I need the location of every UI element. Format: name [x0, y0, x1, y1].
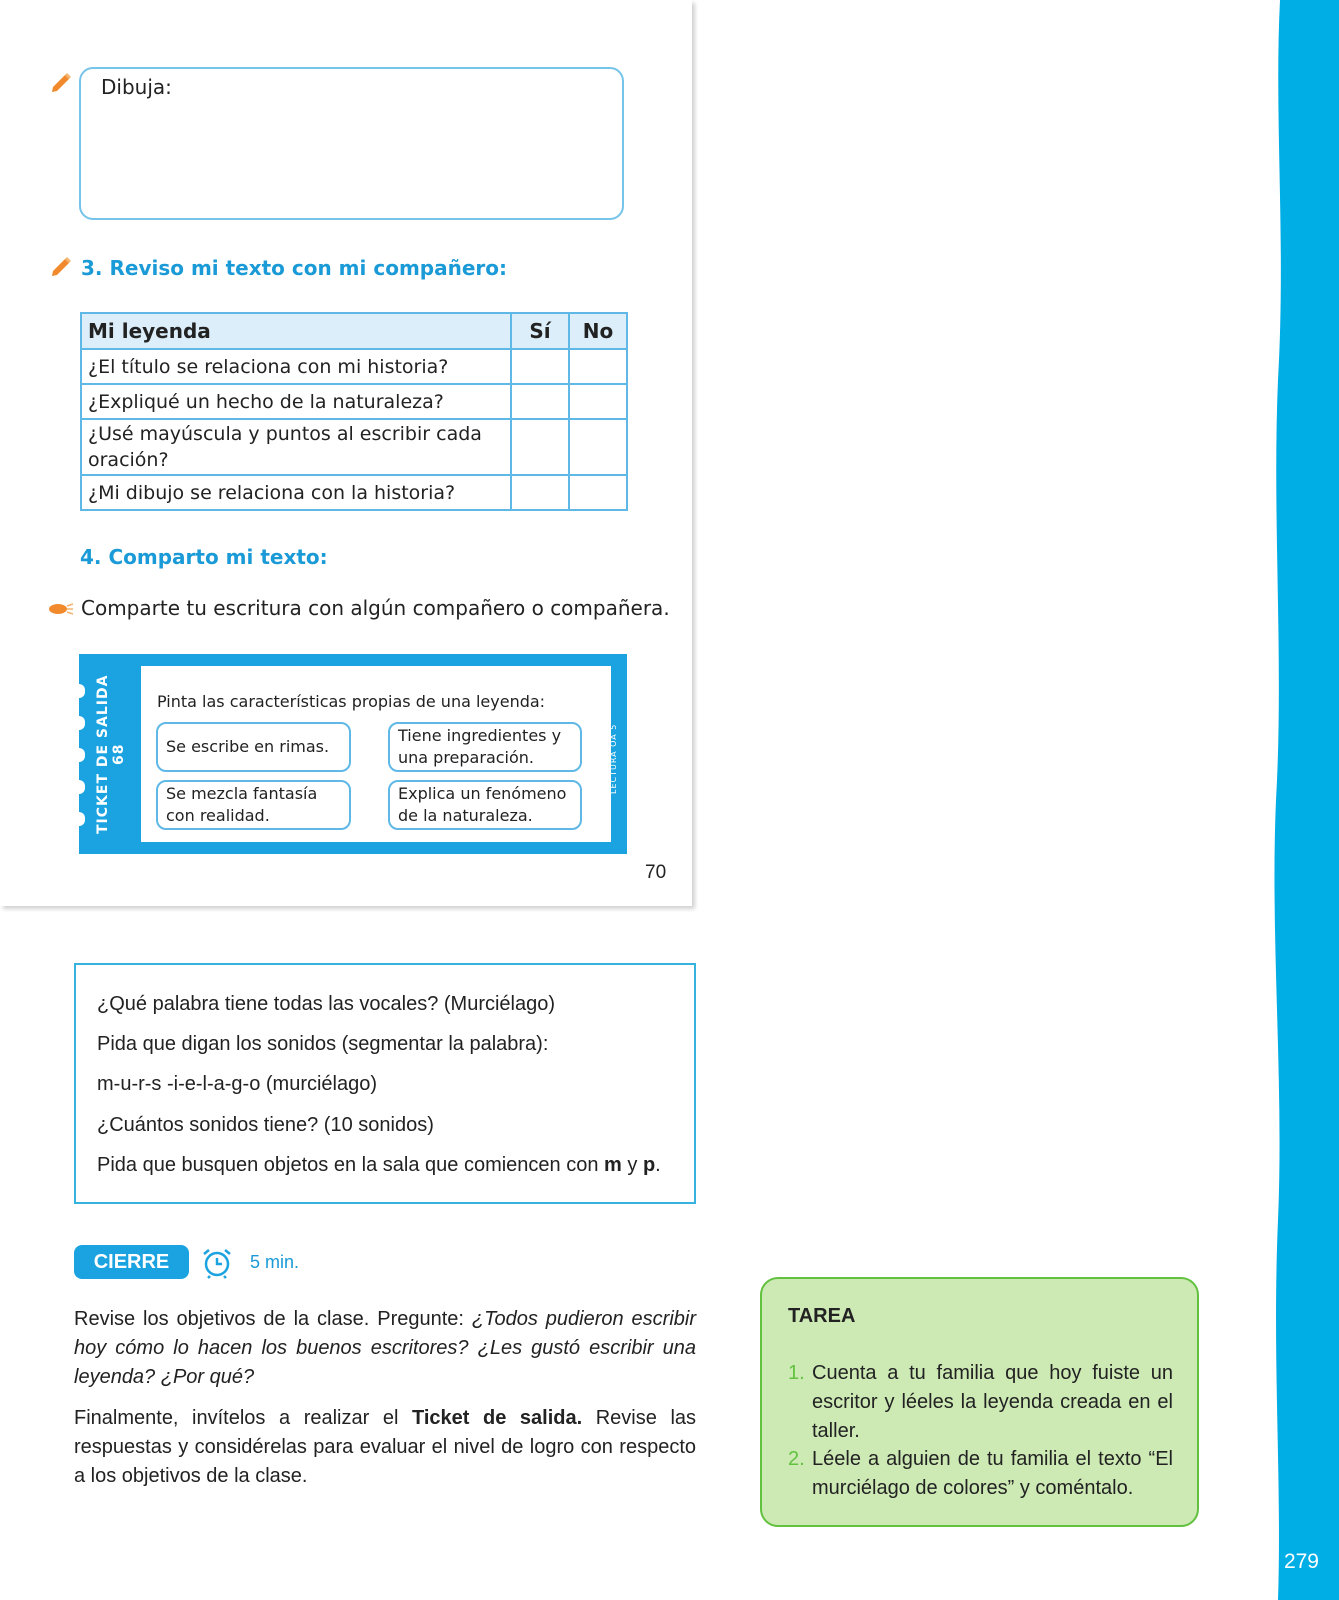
student-page-number: 70 — [645, 862, 667, 883]
ticket-option: Se escribe en rimas. — [156, 722, 351, 772]
paragraph-text: Revise los objetivos de la clase. Pregunte: — [74, 1308, 472, 1330]
drawing-area — [79, 67, 624, 220]
ticket-option: Tiene ingredientes y una preparación. — [388, 722, 582, 772]
guide-page-number: 279 — [1283, 1550, 1319, 1573]
column-header: Sí — [511, 313, 569, 349]
paragraph-text: Revise las respuestas y considérelas para evaluar el nivel de logro con respecto a los objetivos de la clase. — [74, 1407, 697, 1487]
letter-p: p — [642, 1154, 656, 1176]
homework-item — [788, 1359, 1173, 1446]
ticket-notch — [73, 716, 85, 730]
paragraph-text: Finalmente, invítelos a realizar el — [74, 1407, 412, 1429]
activity-line-text: y — [621, 1154, 643, 1176]
item-text: Léele a alguien de tu familia el texto “El murciélago de colores” y coméntalo. — [812, 1448, 1173, 1499]
ticket-bold: Ticket de salida. — [411, 1407, 583, 1429]
time-estimate: 5 min. — [250, 1252, 300, 1272]
activity-line — [97, 1154, 661, 1177]
share-instruction: Comparte tu escritura con algún compañero o compañera. — [81, 596, 670, 620]
cierre-paragraph-2 — [74, 1404, 696, 1491]
cierre-badge: CIERRE — [74, 1245, 189, 1279]
no-cell — [569, 419, 627, 475]
activity-line: m-u-r-s -i-e-l-a-g-o (murciélago) — [97, 1073, 378, 1095]
activity-line-text: Pida que busquen objetos en la sala que comiencen con — [97, 1154, 605, 1176]
item-number: 2. — [788, 1448, 805, 1470]
letter-m: m — [604, 1154, 622, 1176]
draw-label: Dibuja: — [101, 75, 172, 99]
activity-line-text: . — [655, 1154, 661, 1176]
ticket-instruction: Pinta las características propias de una leyenda: — [157, 692, 546, 711]
yes-cell — [511, 384, 569, 419]
row-question: ¿Expliqué un hecho de la naturaleza? — [81, 384, 511, 419]
ticket-notch — [73, 812, 85, 826]
ticket-side-label: TICKET DE SALIDA 68 — [95, 674, 127, 834]
yes-cell — [511, 475, 569, 510]
ticket-right-label: LECTURA OA 5 — [609, 723, 618, 795]
ticket-notch — [73, 748, 85, 762]
review-checklist-table — [80, 312, 628, 511]
activity-line: ¿Qué palabra tiene todas las vocales? (Murciélago) — [97, 993, 556, 1015]
row-question: ¿El título se relaciona con mi historia? — [81, 349, 511, 384]
table-row — [81, 475, 627, 510]
no-cell — [569, 475, 627, 510]
questions-italic: ¿Todos pudieron escribir hoy cómo lo hacen los buenos escritores? ¿Les gustó escribir una leyenda? ¿Por qué? — [74, 1308, 696, 1388]
item-number: 1. — [788, 1362, 805, 1384]
yes-cell — [511, 349, 569, 384]
activity-line: ¿Cuántos sonidos tiene? (10 sonidos) — [97, 1114, 434, 1136]
ticket-option: Explica un fenómeno de la naturaleza. — [388, 780, 582, 830]
row-question: ¿Mi dibujo se relaciona con la historia? — [81, 475, 511, 510]
table-row — [81, 384, 627, 419]
yes-cell — [511, 419, 569, 475]
ticket-option: Se mezcla fantasía con realidad. — [156, 780, 351, 830]
pencil-icon — [50, 69, 74, 93]
side-color-strip — [1272, 0, 1339, 1600]
table-row — [81, 349, 627, 384]
pencil-icon — [50, 253, 74, 277]
row-question: ¿Usé mayúscula y puntos al escribir cada oración? — [81, 419, 511, 475]
no-cell — [569, 349, 627, 384]
no-cell — [569, 384, 627, 419]
section-4-heading: 4. Comparto mi texto: — [80, 545, 328, 569]
student-book-page — [0, 0, 692, 906]
column-header: No — [569, 313, 627, 349]
homework-box — [760, 1277, 1199, 1527]
column-header: Mi leyenda — [81, 313, 511, 349]
table-header-row — [81, 313, 627, 349]
activity-line: Pida que digan los sonidos (segmentar la palabra): — [97, 1033, 549, 1055]
teacher-activity-box — [74, 963, 696, 1204]
cierre-paragraph-1 — [74, 1305, 696, 1392]
alarm-clock-icon — [201, 1247, 233, 1279]
table-row — [81, 419, 627, 475]
homework-item — [788, 1445, 1173, 1503]
item-text: Cuenta a tu familia que hoy fuiste un escritor y léeles la leyenda creada en el taller. — [812, 1362, 1173, 1442]
ticket-content — [141, 666, 611, 842]
ticket-notch — [73, 780, 85, 794]
speech-lips-icon — [48, 602, 74, 616]
homework-title: TAREA — [788, 1305, 856, 1327]
section-3-heading: 3. Reviso mi texto con mi compañero: — [81, 256, 507, 280]
ticket-notch — [73, 684, 85, 698]
exit-ticket — [79, 654, 627, 854]
